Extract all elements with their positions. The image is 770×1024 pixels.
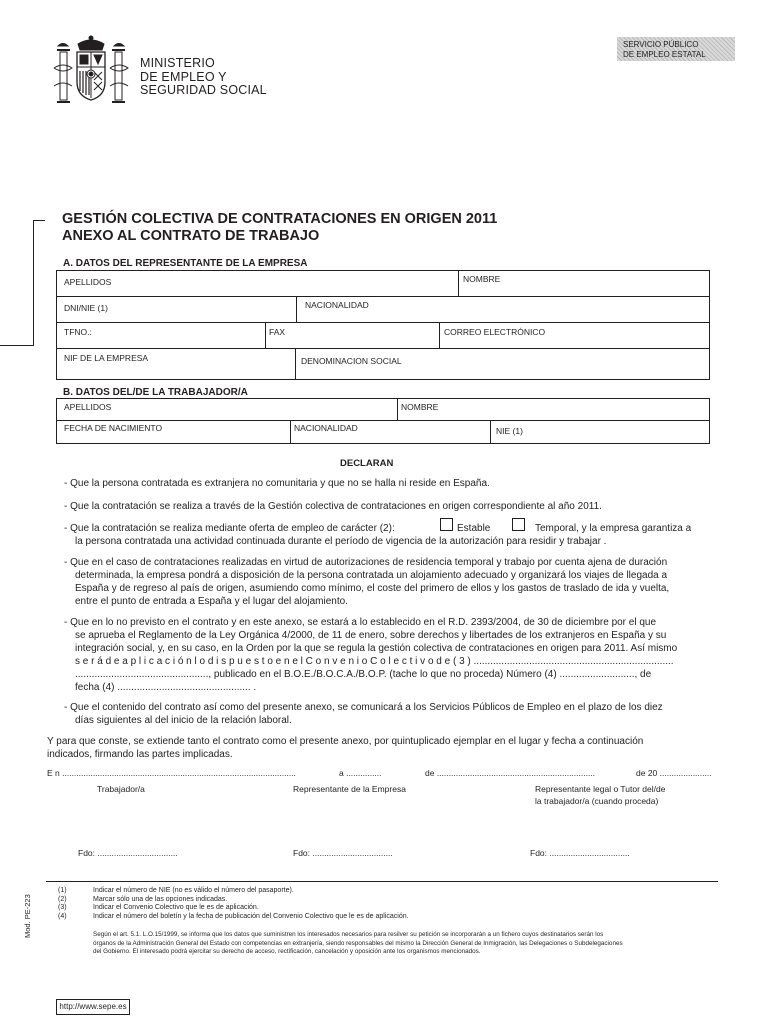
declaration-5-line: se aprueba el Reglamento de la Ley Orgánica 4/2000, de 11 de enero, sobre derechos y libertades de los extranjeros en España y su (75, 630, 667, 641)
ministry-line: DE EMPLEO Y (140, 69, 227, 84)
declaration-5-line: integración social, y, en su caso, en la Orden por la que se regula la gestión colectiva de contrataciones en origen para 2011. Así mismo (75, 643, 678, 654)
divider (490, 420, 491, 444)
declaration-2: - Que la contratación se realiza a través de la Gestión colectiva de contrataciones en origen correspondiente al año 2011. (64, 501, 602, 512)
declaration-3-line: la persona contratada una actividad continuada durante el período de vigencia de la autorización para residir y trabajar . (75, 536, 607, 547)
dia-field[interactable]: a ............... (339, 768, 382, 778)
divider (439, 322, 440, 348)
divider (397, 398, 398, 420)
firma-tutor-field[interactable]: Fdo: .................................. (530, 848, 630, 858)
section-b-box (56, 398, 710, 444)
worker-apellidos-field[interactable]: APELLIDOS (64, 402, 112, 412)
section-b-title: B. DATOS DEL/DE LA TRABAJADOR/A (63, 387, 248, 398)
temporal-checkbox[interactable] (512, 518, 525, 531)
closing-line: indicados, firmando las partes implicadas. (47, 749, 233, 760)
legal-line: del Gobierno. El interesado podrá ejercitar su derecho de acceso, rectificación, cancelación y oposición ante los organismos mencionados. (93, 948, 481, 955)
divider (265, 322, 266, 348)
worker-nie-field[interactable]: NIE (1) (496, 426, 523, 436)
declaration-1: - Que la persona contratada es extranjera no comunitaria y que no se halla ni reside en España. (64, 478, 490, 489)
coat-of-arms-logo (50, 34, 132, 112)
model-code: Mod. PE-223 (23, 894, 32, 938)
title-line: ANEXO AL CONTRATO DE TRABAJO (62, 228, 320, 244)
nombre-field[interactable]: NOMBRE (463, 274, 501, 284)
bracket-line (33, 220, 45, 221)
title-line: GESTIÓN COLECTIVA DE CONTRATACIONES EN ORIGEN 2011 (62, 211, 498, 227)
sepe-line: DE EMPLEO ESTATAL (623, 50, 706, 59)
sepe-line: SERVICIO PÚBLICO (623, 40, 699, 49)
bracket-line (33, 220, 34, 346)
mes-field[interactable]: de ................................................................... (425, 768, 596, 778)
denominacion-field[interactable]: DENOMINACION SOCIAL (301, 356, 402, 366)
bracket-line (0, 345, 34, 346)
ministry-line: MINISTERIO (140, 56, 215, 70)
nacionalidad-field[interactable]: NACIONALIDAD (305, 300, 369, 310)
dni-nie-field[interactable]: DNI/NIE (1) (64, 303, 108, 313)
firma-trabajador-field[interactable]: Fdo: .................................. (78, 848, 178, 858)
section-a-title: A. DATOS DEL REPRESENTANTE DE LA EMPRESA (63, 258, 308, 269)
temporal-label: Temporal, y la empresa garantiza a (535, 523, 692, 534)
footnote-numbers (58, 887, 67, 921)
convenio-field[interactable]: s e r á d e a p l i c a c i ó n l o d i s p u e s t o e n e l C o n v e n i o C o l e c t i v o d e ( 3 ) ........................................................................ (75, 656, 674, 667)
footnote-text: Indicar el número del boletín y la fecha de publicación del Convenio Colectivo que le es de aplicación. (93, 912, 409, 920)
tutor-label: Representante legal o Tutor del/de (535, 784, 666, 794)
worker-nacionalidad-field[interactable]: NACIONALIDAD (294, 423, 358, 433)
footnote-number: (3) (58, 904, 67, 911)
footnote-number: (2) (58, 895, 67, 903)
footnote-text: Marcar sólo una de las opciones indicadas. (93, 895, 228, 903)
fax-field[interactable]: FAX (269, 327, 286, 337)
footnote-number: (4) (58, 912, 67, 920)
declaration-4-line: determinada, la empresa pondrá a disposición de la persona contratada un alojamiento adecuado y organizará los viajes de llegada a (75, 570, 668, 581)
sepe-url-link[interactable]: http://www.sepe.es (56, 999, 130, 1015)
declaration-6-line: días siguientes al del inicio de la relación laboral. (75, 715, 292, 726)
tutor-label: la trabajador/a (cuando proceda) (535, 796, 659, 806)
declaration-3-line: - Que la contratación se realiza mediante oferta de empleo de carácter (2): (64, 523, 395, 534)
declaration-6-line: - Que el contenido del contrato así como del presente anexo, se comunicará a los Servicios Públicos de Empleo en el plazo de los diez (64, 702, 663, 713)
footnote-divider (46, 881, 718, 882)
representante-label: Representante de la Empresa (293, 784, 406, 794)
page-title (62, 211, 497, 245)
worker-nombre-field[interactable]: NOMBRE (401, 402, 439, 412)
legal-line: órganos de la Administración General del Estado con competencias en extranjería, siendo responsables del mismo la Dirección General de Inmigración, las Delegaciones o Subdelegaciones (93, 939, 623, 947)
declaration-4-line: España y de regreso al país de origen, asumiendo como mínimo, el coste del primero de ellos y los gastos de traslado de ida y vuelta, (75, 583, 670, 594)
estable-label: Estable (457, 523, 491, 534)
estable-checkbox[interactable] (440, 518, 453, 531)
declaration-5-line: - Que en lo no previsto en el contrato y en este anexo, se estará a lo establecido en el R.D. 2393/2004, de 30 de diciembre por el que (64, 617, 657, 628)
divider (290, 420, 291, 444)
boletin-field[interactable]: ................................................, publicado en el B.O.E./B.O.C.A./B.O.P. (tache lo que no proceda) Número (4) ..........................., de (75, 669, 652, 680)
firma-representante-field[interactable]: Fdo: .................................. (293, 848, 393, 858)
lugar-field[interactable]: E n ................................................................................................... (47, 768, 296, 778)
declaration-4-line: - Que en el caso de contrataciones realizadas en virtud de autorizaciones de residencia temporal y trabajo por cuenta ajena de duración (64, 557, 668, 568)
divider (296, 296, 297, 322)
ministry-line: SEGURIDAD SOCIAL (140, 83, 267, 97)
declaration-4-line: entre el punto de entrada a España y el lugar del alojamiento. (75, 596, 348, 607)
legal-line: Según el art. 5.1. L.O.15/1999, se informa que los datos que suministren los interesados necesarios para resilver su petición se incorporarán a un fichero cuyos destinatarios serán los (93, 931, 604, 938)
fecha-boletin-field[interactable]: fecha (4) ................................................ . (75, 682, 257, 693)
divider (56, 322, 710, 323)
footnote-text: Indicar el Convenio Colectivo que le es de aplicación. (93, 904, 259, 911)
declaran-heading: DECLARAN (340, 458, 394, 469)
divider (295, 348, 296, 380)
divider (56, 348, 710, 349)
divider (56, 420, 710, 421)
footnote-number: (1) (58, 887, 67, 894)
legal-notice (93, 931, 623, 957)
trabajador-label: Trabajador/a (97, 784, 145, 794)
divider (458, 270, 459, 296)
tfno-field[interactable]: TFNO.: (64, 327, 92, 337)
sepe-label (617, 37, 735, 61)
ministry-name (140, 57, 267, 98)
footnote-text: Indicar el número de NIE (no es válido el número del pasaporte). (93, 887, 294, 894)
footnote-texts (93, 887, 409, 921)
closing-line: Y para que conste, se extiende tanto el contrato como el presente anexo, por quintuplicado ejemplar en el lugar y fecha a continuación (47, 736, 644, 747)
fecha-nacimiento-field[interactable]: FECHA DE NACIMIENTO (64, 423, 163, 433)
nif-field[interactable]: NIF DE LA EMPRESA (64, 353, 149, 363)
divider (56, 296, 710, 297)
correo-field[interactable]: CORREO ELECTRÓNICO (444, 327, 546, 337)
apellidos-field[interactable]: APELLIDOS (64, 277, 112, 287)
anio-field[interactable]: de 20 ...................... (636, 768, 712, 778)
